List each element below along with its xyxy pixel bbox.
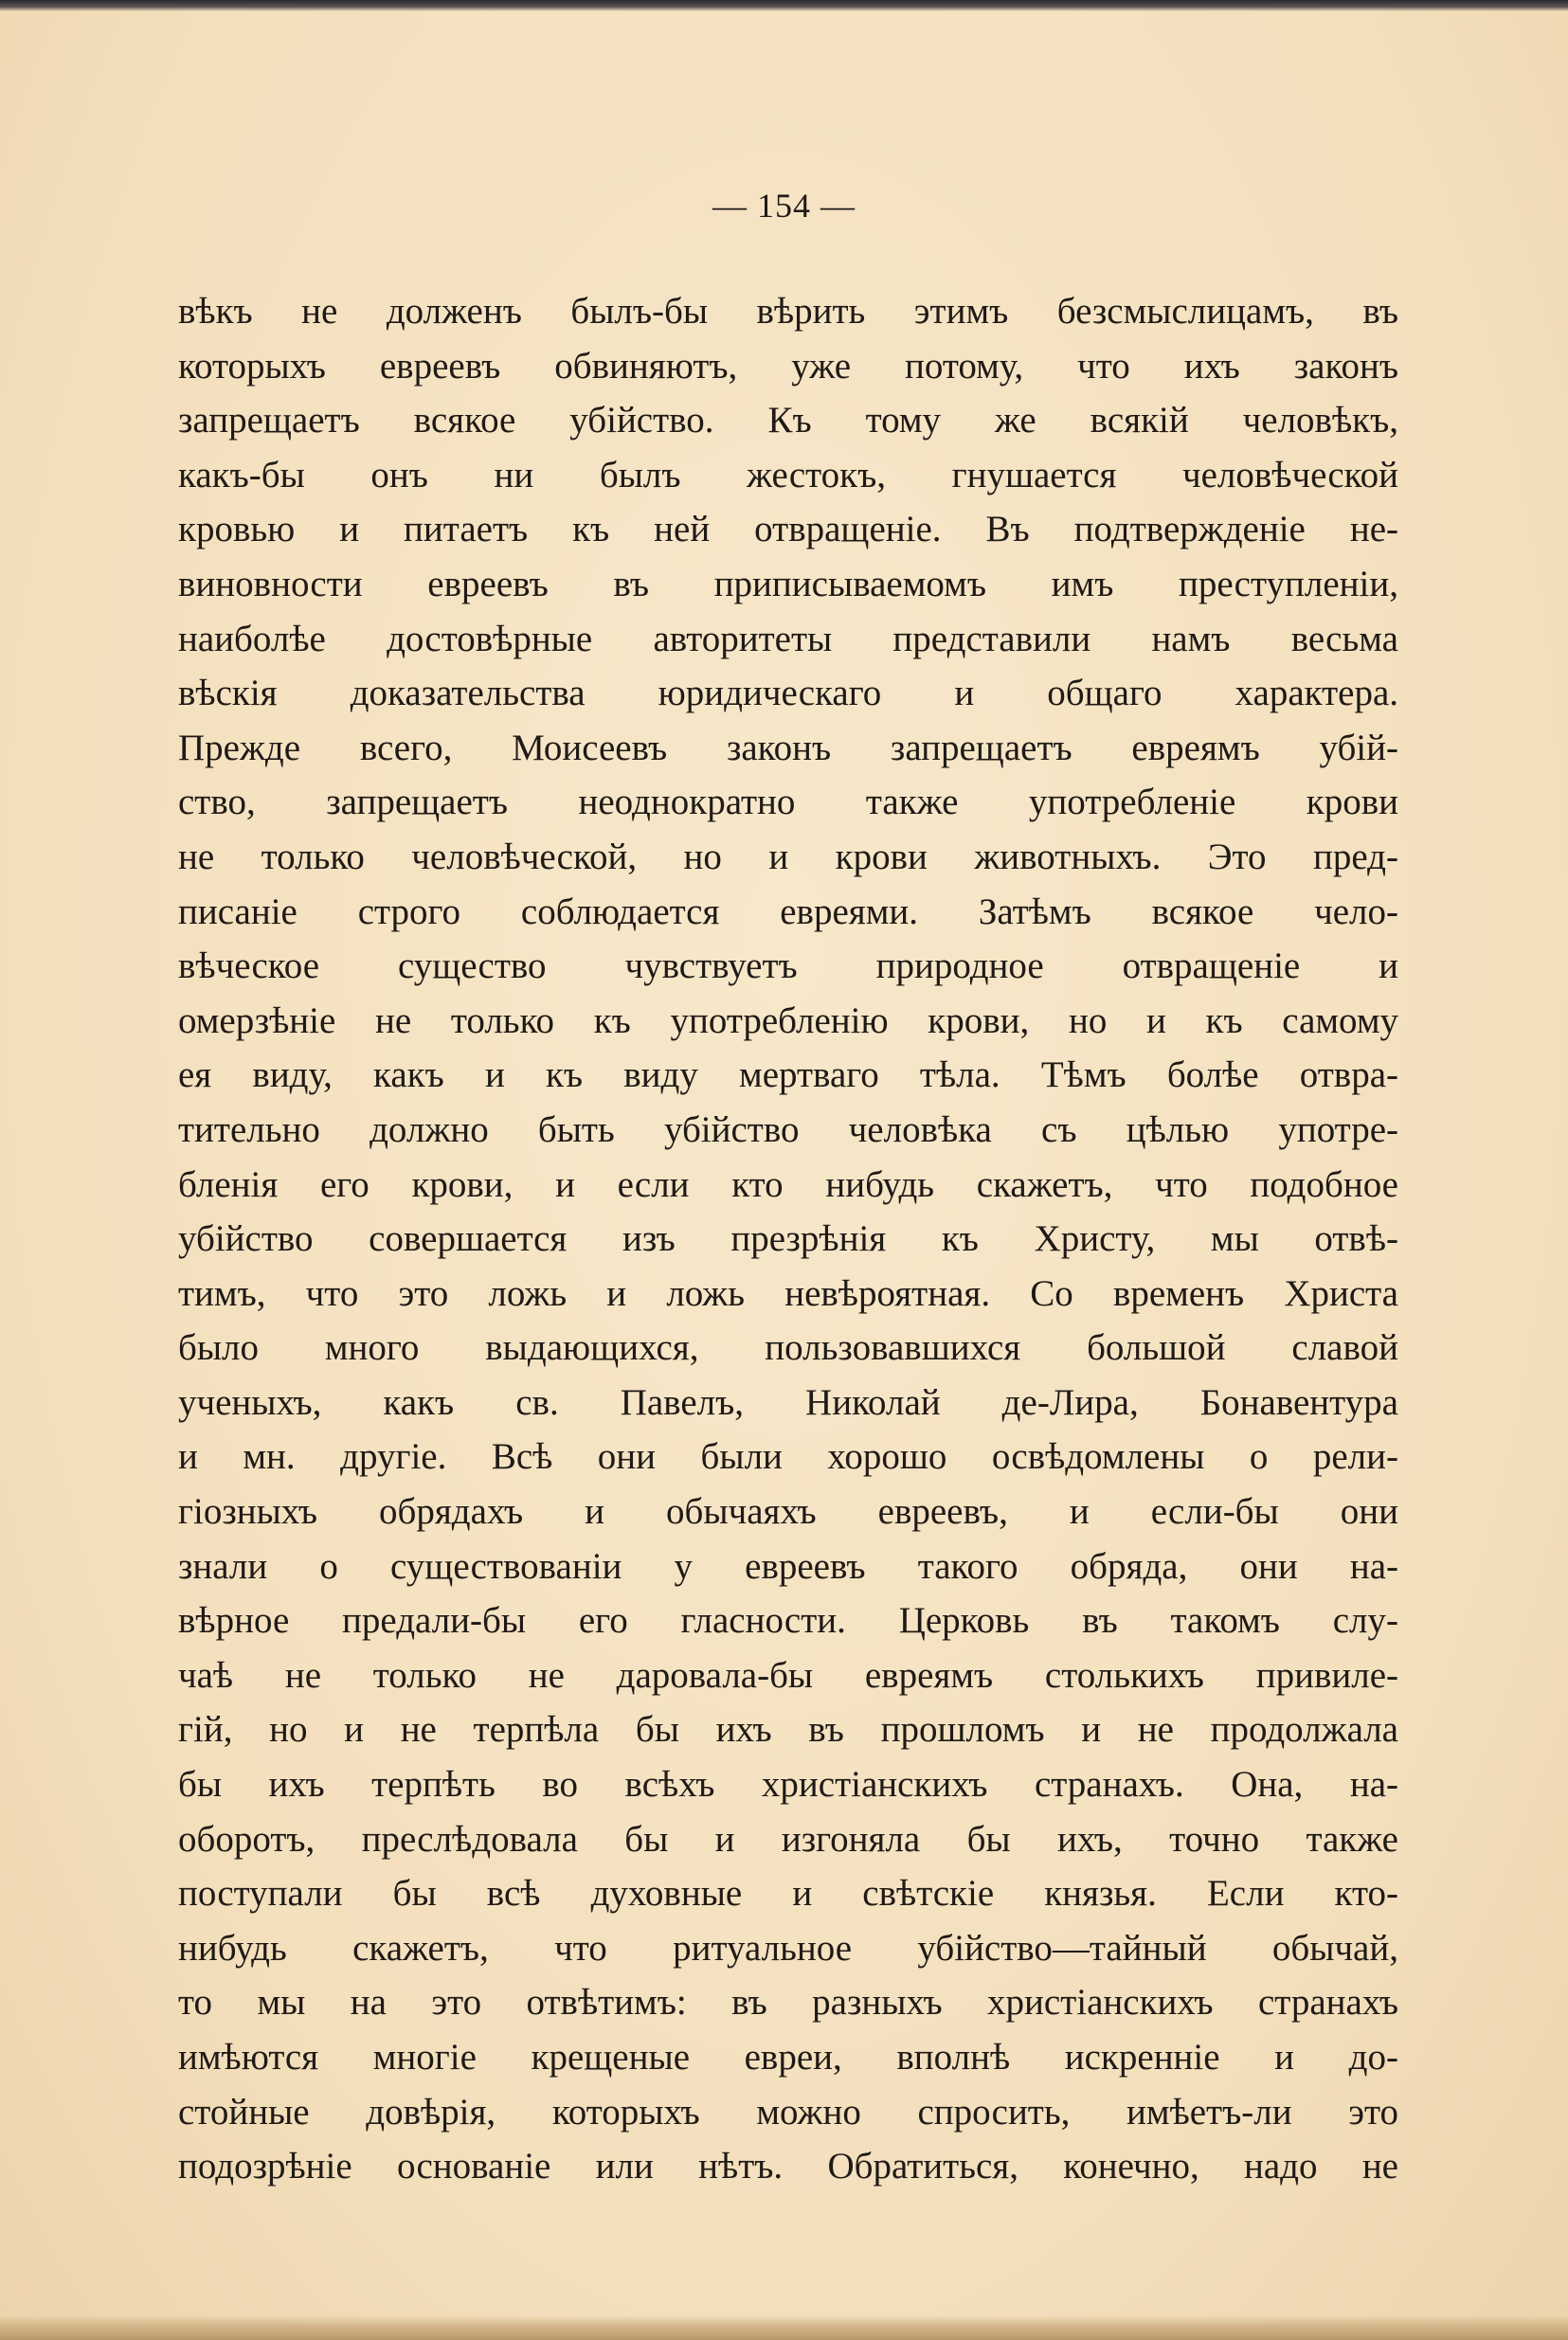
text-line: бы ихъ терпѣть во всѣхъ христіанскихъ странахъ. Она, на- xyxy=(178,1764,1398,1806)
page-bottom-edge xyxy=(0,2315,1568,2340)
text-line: ство, запрещаетъ неоднократно также употребленіе крови xyxy=(178,782,1398,823)
text-line: нибудь скажетъ, что ритуальное убійство—тайный обычай, xyxy=(178,1927,1398,1969)
text-line: бленія его крови, и если кто нибудь скажетъ, что подобное xyxy=(178,1163,1398,1205)
text-line: тимъ, что это ложь и ложь невѣроятная. Со временъ Христа xyxy=(178,1272,1398,1314)
text-line: омерзѣніе не только къ употребленію крови, но и къ самому xyxy=(178,999,1398,1041)
text-line: было много выдающихся, пользовавшихся большой славой xyxy=(178,1327,1398,1369)
text-line: чаѣ не только не даровала-бы евреямъ столькихъ привиле- xyxy=(178,1654,1398,1696)
text-line: вѣческое существо чувствуетъ природное отвращеніе и xyxy=(178,945,1398,987)
text-line: гіозныхъ обрядахъ и обычаяхъ евреевъ, и если-бы они xyxy=(178,1491,1398,1533)
text-line: виновности евреевъ въ приписываемомъ имъ преступленіи, xyxy=(178,563,1398,604)
text-line: стойные довѣрія, которыхъ можно спросить, имѣетъ-ли это xyxy=(178,2091,1398,2133)
text-line: которыхъ евреевъ обвиняютъ, уже потому, что ихъ законъ xyxy=(178,345,1398,387)
text-line: не только человѣческой, но и крови животныхъ. Это пред- xyxy=(178,836,1398,877)
text-line: оборотъ, преслѣдовала бы и изгоняла бы ихъ, точно также xyxy=(178,1818,1398,1860)
text-line: то мы на это отвѣтимъ: въ разныхъ христіанскихъ странахъ xyxy=(178,1982,1398,2024)
text-line: подозрѣніе основаніе или нѣтъ. Обратиться, конечно, надо не xyxy=(178,2146,1398,2187)
body-text xyxy=(178,284,1398,2194)
text-line: какъ-бы онъ ни былъ жестокъ, гнушается человѣческой xyxy=(178,454,1398,495)
text-line: гій, но и не терпѣла бы ихъ въ прошломъ и не продолжала xyxy=(178,1709,1398,1751)
page-top-edge xyxy=(0,0,1568,11)
text-line: Прежде всего, Моисеевъ законъ запрещаетъ евреямъ убій- xyxy=(178,727,1398,768)
text-line: наиболѣе достовѣрные авторитеты представили намъ весьма xyxy=(178,618,1398,659)
text-line: поступали бы всѣ духовные и свѣтскіе князья. Если кто- xyxy=(178,1873,1398,1915)
text-line: ея виду, какъ и къ виду мертваго тѣла. Тѣмъ болѣе отвра- xyxy=(178,1054,1398,1096)
text-line: имѣются многіе крещеные евреи, вполнѣ искренніе и до- xyxy=(178,2037,1398,2078)
text-line: ученыхъ, какъ св. Павелъ, Николай де-Лира, Бонавентура xyxy=(178,1381,1398,1423)
text-line: тительно должно быть убійство человѣка съ цѣлью употре- xyxy=(178,1108,1398,1150)
text-line: писаніе строго соблюдается евреями. Затѣмъ всякое чело- xyxy=(178,891,1398,932)
text-line: кровью и питаетъ къ ней отвращеніе. Въ подтвержденіе не- xyxy=(178,509,1398,550)
text-line: вѣскія доказательства юридическаго и общаго характера. xyxy=(178,673,1398,714)
text-line: вѣкъ не долженъ былъ-бы вѣрить этимъ безсмыслицамъ, въ xyxy=(178,291,1398,332)
text-line: вѣрное предали-бы его гласности. Церковь въ такомъ слу- xyxy=(178,1600,1398,1642)
text-line: запрещаетъ всякое убійство. Къ тому же всякій человѣкъ, xyxy=(178,400,1398,441)
page-number: — 154 — xyxy=(712,187,856,225)
text-line: и мн. другіе. Всѣ они были хорошо освѣдомлены о рели- xyxy=(178,1436,1398,1478)
text-line: убійство совершается изъ презрѣнія къ Христу, мы отвѣ- xyxy=(178,1218,1398,1260)
text-line: знали о существованіи у евреевъ такого обряда, они на- xyxy=(178,1545,1398,1587)
